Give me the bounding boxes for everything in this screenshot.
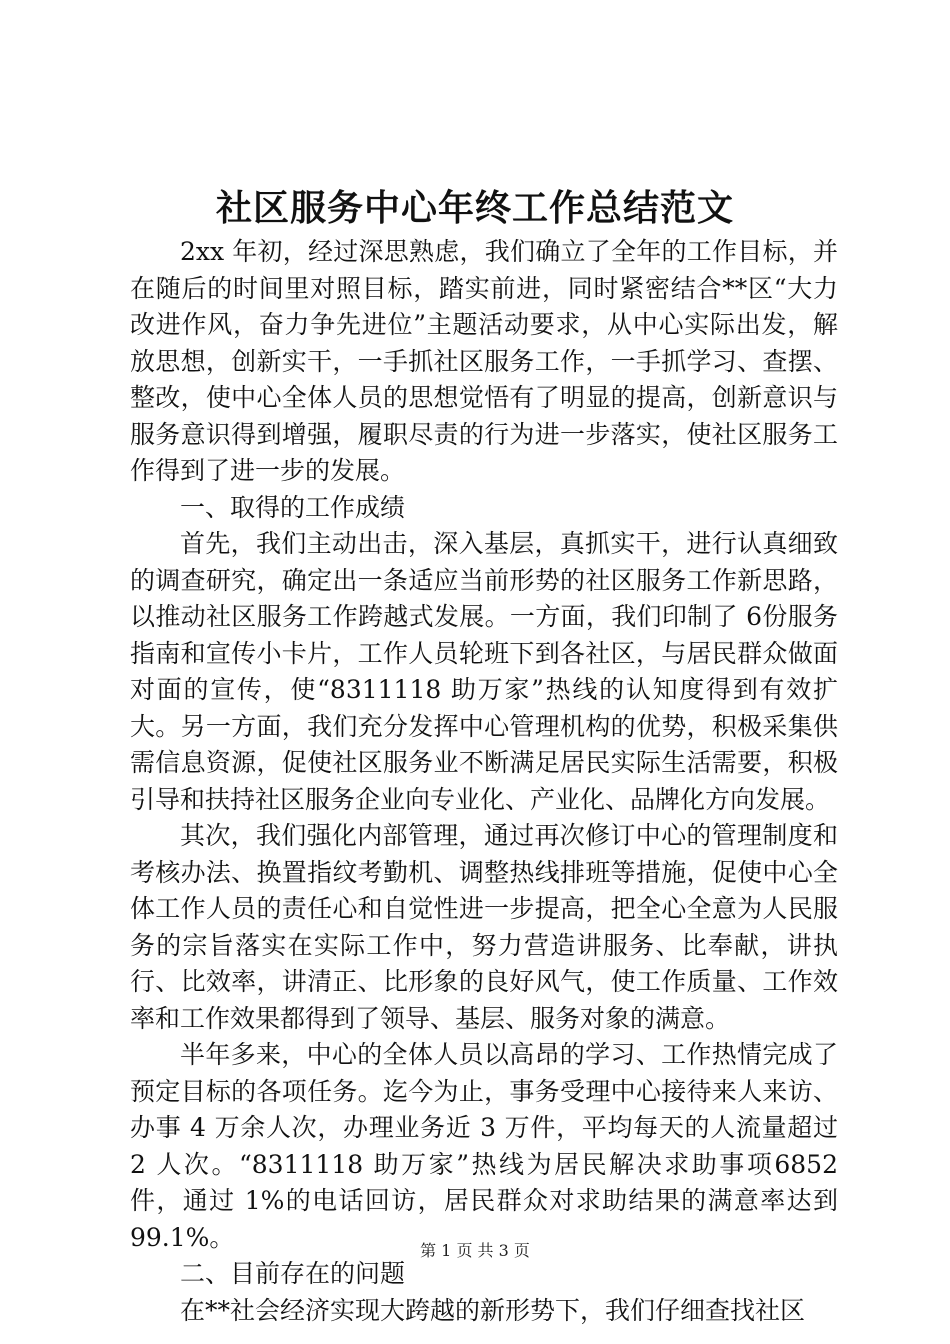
section-heading-achievements: 一、取得的工作成绩 (180, 492, 406, 522)
paragraph-results: 半年多来，中心的全体人员以高昂的学习、工作热情完成了预定目标的各项任务。迄今为止，事务受理中心接待来人来访、办事 4 万余人次，办理业务近 3 万件，平均每天的人流量超过 2 人次。“8311118 助万家”热线为居民解决求助事项6852 件，通过 1%的电话回访，居民群众对求助结果的满意率达到 99.1%。 (130, 1040, 838, 1252)
document-body (130, 234, 838, 1329)
document-title: 社区服务中心年终工作总结范文 (215, 187, 734, 229)
paragraph-first: 首先，我们主动出击，深入基层，真抓实干，进行认真细致的调查研究，确定出一条适应当前形势的社区服务工作新思路，以推动社区服务工作跨越式发展。一方面，我们印制了 6份服务指南和宣传小卡片，工作人员轮班下到各社区，与居民群众做面对面的宣传，使“8311118 助万家”热线的认知度得到有效扩大。另一方面，我们充分发挥中心管理机构的优势，积极采集供需信息资源，促使社区服务业不断满足居民实际生活需要，积极引导和扶持社区服务企业向专业化、产业化、品牌化方向发展。 (130, 529, 838, 814)
paragraph-second: 其次，我们强化内部管理，通过再次修订中心的管理制度和考核办法、换置指纹考勤机、调整热线排班等措施，促使中心全体工作人员的责任心和自觉性进一步提高，把全心全意为人民服务的宗旨落实在实际工作中，努力营造讲服务、比奉献，讲执行、比效率，讲清正、比形象的良好风气，使工作质量、工作效率和工作效果都得到了领导、基层、服务对象的满意。 (130, 821, 838, 1033)
page-footer: 第 1 页 共 3 页 (420, 1241, 530, 1260)
section-heading-problems: 二、目前存在的问题 (180, 1259, 406, 1288)
paragraph-problems: 在**社会经济实现大跨越的新形势下，我们仔细查找社区 (180, 1295, 806, 1325)
paragraph-intro: 2xx 年初，经过深思熟虑，我们确立了全年的工作目标，并在随后的时间里对照目标，踏实前进，同时紧密结合**区“大力改进作风，奋力争先进位”主题活动要求，从中心实际出发，解放思想，创新实干，一手抓社区服务工作，一手抓学习、查摆、整改，使中心全体人员的思想觉悟有了明显的提高，创新意识与服务意识得到增强，履职尽责的行为进一步落实，使社区服务工作得到了进一步的发展。 (130, 237, 838, 485)
